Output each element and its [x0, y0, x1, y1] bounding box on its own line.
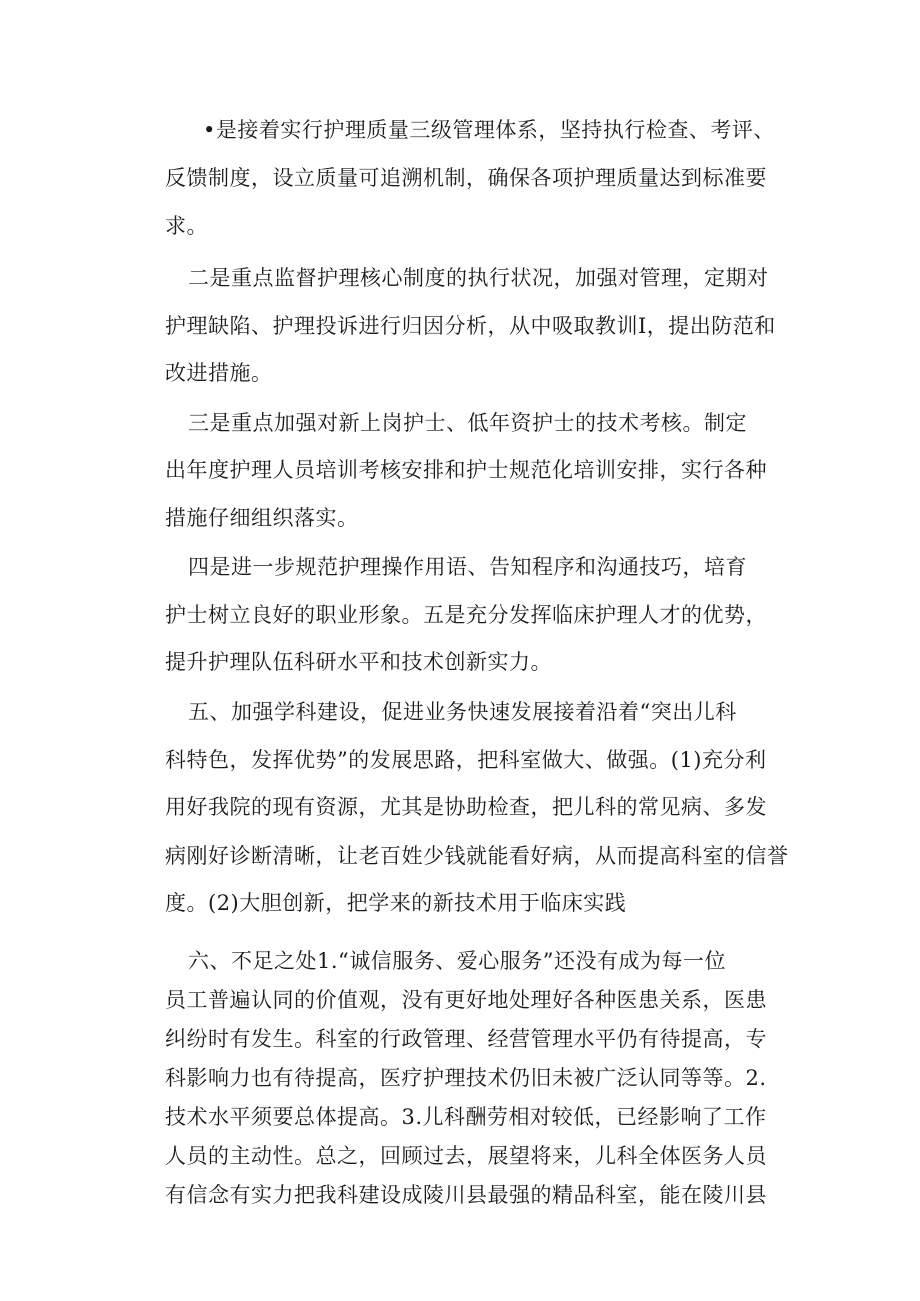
text-line: •是接着实行护理质量三级管理体系，坚持执行检查、考评、	[203, 118, 775, 142]
text-line: 科影响力也有待提高，医疗护理技术仍旧未被广泛认同等等。2.	[165, 1066, 767, 1090]
text-line: 病刚好诊断清晰，让老百姓少钱就能看好病，从而提高科室的信誉	[165, 844, 789, 868]
text-line: 用好我院的现有资源，尤其是协助检查，把儿科的常见病、多发	[165, 795, 767, 819]
text-line: 员工普遍认同的价值观，没有更好地处理好各种医患关系，医患	[165, 988, 767, 1012]
text-line: 度。(2)大胆创新，把学来的新技术用于临床实践	[165, 891, 627, 915]
text-line: 出年度护理人员培训考核安排和护士规范化培训安排，实行各种	[165, 458, 767, 482]
text-line: 有信念有实力把我科建设成陵川县最强的精品科室，能在陵川县	[165, 1183, 767, 1207]
text-line: 六、不足之处1.“诚信服务、爱心服务”还没有成为每一位	[188, 949, 727, 973]
text-line: 二是重点监督护理核心制度的执行状况，加强对管理，定期对	[188, 266, 769, 290]
text-line: 科特色，发挥优势”的发展思路，把科室做大、做强。(1)充分利	[165, 748, 767, 772]
text-line: 措施仔细组织落实。	[165, 506, 359, 530]
text-line: 技术水平须要总体提高。3.儿科酬劳相对较低，已经影响了工作	[165, 1105, 767, 1129]
text-line: 人员的主动性。总之，回顾过去，展望将来，儿科全体医务人员	[165, 1144, 767, 1168]
text-line: 纠纷时有发生。科室的行政管理、经营管理水平仍有待提高，专	[165, 1027, 767, 1051]
text-line: 求。	[165, 214, 208, 238]
text-line: 反馈制度，设立质量可追溯机制，确保各项护理质量达到标准要	[165, 166, 767, 190]
text-line: 五、加强学科建设，促进业务快速发展接着沿着“突出儿科	[188, 700, 737, 724]
text-line: 四是进一步规范护理操作用语、告知程序和沟通技巧，培育	[188, 555, 747, 579]
text-line: 改进措施。	[165, 361, 273, 385]
text-line: 三是重点加强对新上岗护士、低年资护士的技术考核。制定	[188, 411, 747, 435]
text-line: 护理缺陷、护理投诉进行归因分析，从中吸取教训I，提出防范和	[165, 314, 776, 338]
text-line: 护士树立良好的职业形象。五是充分发挥临床护理人才的优势，	[165, 603, 767, 627]
text-line: 提升护理队伍科研水平和技术创新实力。	[165, 650, 552, 674]
